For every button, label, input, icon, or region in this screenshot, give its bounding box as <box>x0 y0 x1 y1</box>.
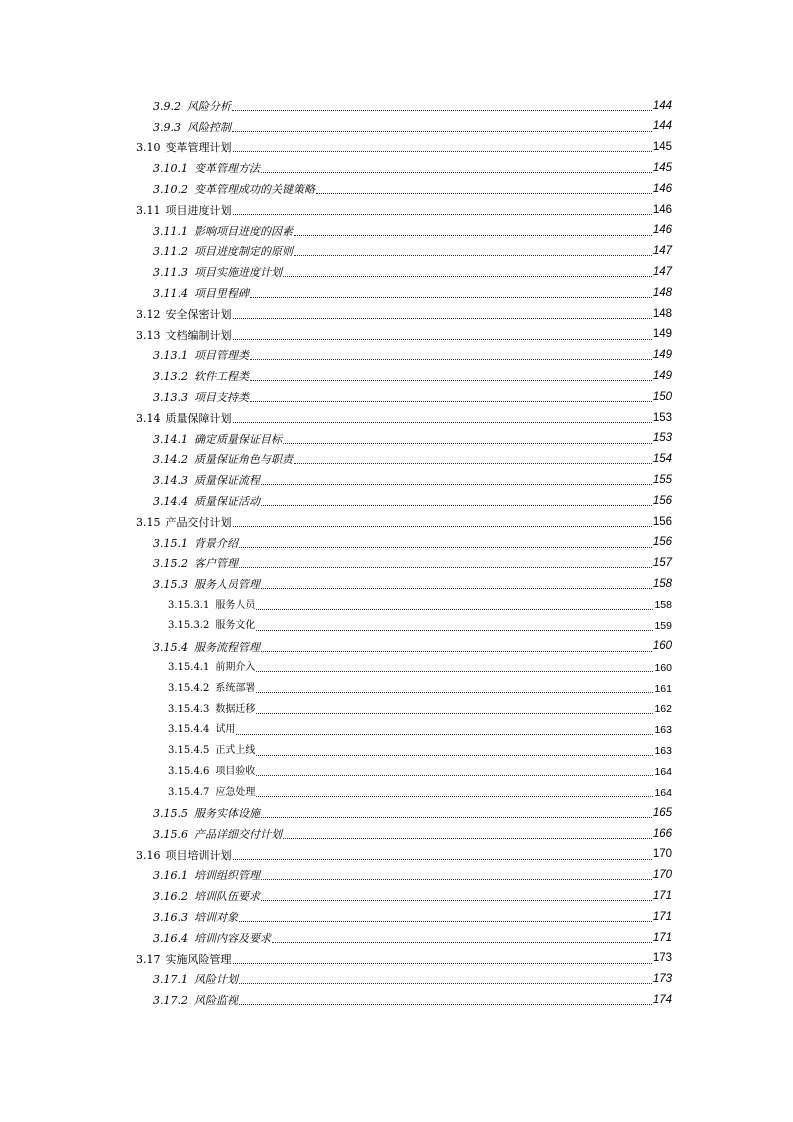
toc-entry-number: 3.13 <box>136 328 161 342</box>
toc-entry-number: 3.10.1 <box>153 162 188 176</box>
toc-entry-title: 背景介绍 <box>194 536 238 550</box>
toc-entry[interactable] <box>136 512 672 533</box>
toc-entry[interactable] <box>168 741 672 762</box>
toc-entry-number: 3.15.3.2 <box>168 620 210 632</box>
toc-entry-number: 3.15.4.7 <box>168 786 210 798</box>
toc-entry-page-number: 146 <box>652 203 672 216</box>
toc-entry[interactable] <box>136 138 672 159</box>
toc-entry-number: 3.15.4.5 <box>168 745 210 757</box>
toc-entry-title: 质量保障计划 <box>165 411 232 425</box>
toc-entry[interactable] <box>153 866 672 887</box>
toc-entry-title: 培训组织管理 <box>194 869 260 883</box>
toc-entry-number: 3.11.4 <box>153 287 188 301</box>
dot-leader <box>233 859 652 860</box>
toc-entry-page-number: 164 <box>654 786 672 799</box>
dot-leader <box>294 463 652 464</box>
toc-entry-number: 3.15.4.1 <box>168 661 210 673</box>
toc-entry-page-number: 166 <box>652 827 672 840</box>
toc-entry-number: 3.13.1 <box>153 349 188 363</box>
toc-entry-page-number: 147 <box>652 245 672 258</box>
toc-entry-number: 3.11 <box>136 203 161 217</box>
dot-leader <box>233 339 652 340</box>
toc-entry-title: 培训队伍要求 <box>194 890 260 904</box>
toc-entry-page-number: 164 <box>654 765 672 778</box>
toc-entry-page-number: 170 <box>652 869 672 882</box>
toc-entry[interactable] <box>153 262 672 283</box>
dot-leader <box>233 214 652 215</box>
toc-entry-title: 服务实体设施 <box>194 807 260 821</box>
toc-entry-page-number: 148 <box>652 307 672 320</box>
toc-entry[interactable] <box>153 96 672 117</box>
dot-leader <box>256 796 653 797</box>
toc-entry-number: 3.17.2 <box>153 994 188 1008</box>
toc-entry[interactable] <box>153 554 672 575</box>
dot-leader <box>261 505 652 506</box>
toc-entry-title: 项目培训计划 <box>165 848 232 862</box>
toc-entry-number: 3.14 <box>136 411 161 425</box>
toc-entry-page-number: 146 <box>652 224 672 237</box>
toc-entry[interactable] <box>153 429 672 450</box>
dot-leader <box>261 172 652 173</box>
toc-entry-number: 3.9.3 <box>153 120 181 134</box>
toc-entry[interactable] <box>168 595 672 616</box>
toc-entry-number: 3.15.3.1 <box>168 599 210 611</box>
toc-entry[interactable] <box>153 637 672 658</box>
toc-entry[interactable] <box>153 158 672 179</box>
toc-entry-title: 变革管理成功的关键策略 <box>194 183 315 197</box>
toc-entry-title: 试用 <box>215 724 236 736</box>
toc-entry-number: 3.16.4 <box>153 931 188 945</box>
toc-entry-title: 文档编制计划 <box>165 328 232 342</box>
toc-entry-title: 正式上线 <box>215 745 256 757</box>
toc-entry-title: 变革管理方法 <box>194 162 260 176</box>
toc-entry-page-number: 160 <box>652 640 672 653</box>
toc-entry[interactable] <box>153 491 672 512</box>
toc-entry-page-number: 148 <box>652 286 672 299</box>
toc-entry-page-number: 154 <box>652 453 672 466</box>
dot-leader <box>233 963 652 964</box>
toc-entry-page-number: 173 <box>652 952 672 965</box>
toc-entry-number: 3.10 <box>136 141 161 155</box>
dot-leader <box>256 609 653 610</box>
dot-leader <box>261 588 652 589</box>
toc-entry-number: 3.14.3 <box>153 474 188 488</box>
dot-leader <box>316 193 652 194</box>
toc-entry-number: 3.13.3 <box>153 391 188 405</box>
toc-entry-page-number: 163 <box>654 744 672 757</box>
toc-entry-title: 项目实施进度计划 <box>194 266 282 280</box>
toc-entry-number: 3.14.4 <box>153 495 188 509</box>
dot-leader <box>233 526 652 527</box>
toc-entry-page-number: 156 <box>652 536 672 549</box>
toc-entry-title: 风险控制 <box>187 120 231 134</box>
dot-leader <box>239 567 652 568</box>
toc-entry-title: 服务人员管理 <box>194 578 260 592</box>
toc-entry-title: 质量保证角色与职责 <box>194 453 293 467</box>
toc-entry[interactable] <box>153 824 672 845</box>
toc-entry[interactable] <box>136 325 672 346</box>
toc-entry-title: 服务文化 <box>215 620 256 632</box>
toc-entry-page-number: 173 <box>652 973 672 986</box>
toc-entry[interactable] <box>153 366 672 387</box>
toc-entry[interactable] <box>136 408 672 429</box>
toc-entry[interactable] <box>153 450 672 471</box>
toc-entry-page-number: 144 <box>652 99 672 112</box>
toc-entry-number: 3.15.4.6 <box>168 765 210 777</box>
dot-leader <box>239 1004 652 1005</box>
dot-leader <box>233 318 652 319</box>
toc-entry-page-number: 144 <box>652 120 672 133</box>
toc-entry-title: 风险计划 <box>194 973 238 987</box>
toc-entry[interactable] <box>168 782 672 803</box>
toc-entry-title: 影响项目进度的因素 <box>194 224 293 238</box>
dot-leader <box>294 235 652 236</box>
toc-entry[interactable] <box>168 720 672 741</box>
toc-entry-title: 质量保证活动 <box>194 495 260 509</box>
toc-entry[interactable] <box>168 658 672 679</box>
toc-entry[interactable] <box>168 616 672 637</box>
toc-entry-page-number: 147 <box>652 266 672 279</box>
dot-leader <box>239 921 652 922</box>
toc-entry-page-number: 161 <box>654 682 672 695</box>
toc-entry-number: 3.16.2 <box>153 890 188 904</box>
toc-entry-number: 3.15 <box>136 515 161 529</box>
toc-entry-title: 项目进度制定的原则 <box>194 245 293 259</box>
toc-entry-page-number: 160 <box>654 661 672 674</box>
toc-entry-page-number: 150 <box>652 390 672 403</box>
toc-entry[interactable] <box>153 970 672 991</box>
dot-leader <box>239 547 652 548</box>
dot-leader <box>294 255 652 256</box>
toc-entry-title: 项目验收 <box>215 765 256 777</box>
toc-entry[interactable] <box>153 886 672 907</box>
toc-entry-title: 风险监视 <box>194 994 238 1008</box>
dot-leader <box>272 942 652 943</box>
toc-entry-number: 3.16 <box>136 848 161 862</box>
toc-entry-number: 3.11.1 <box>153 224 188 238</box>
toc-entry-page-number: 157 <box>652 557 672 570</box>
toc-entry-number: 3.17 <box>136 952 161 966</box>
dot-leader <box>250 401 652 402</box>
toc-entry-number: 3.16.3 <box>153 911 188 925</box>
toc-entry-page-number: 146 <box>652 182 672 195</box>
toc-entry-number: 3.15.5 <box>153 807 188 821</box>
toc-entry[interactable] <box>153 387 672 408</box>
toc-entry[interactable] <box>153 990 672 1011</box>
dot-leader <box>261 879 652 880</box>
toc-entry[interactable] <box>153 470 672 491</box>
toc-entry-page-number: 153 <box>652 411 672 424</box>
toc-entry[interactable] <box>168 699 672 720</box>
dot-leader <box>261 484 652 485</box>
dot-leader <box>250 359 652 360</box>
dot-leader <box>256 755 653 756</box>
toc-entry-title: 质量保证流程 <box>194 474 260 488</box>
toc-entry-number: 3.10.2 <box>153 183 188 197</box>
toc-entry-page-number: 171 <box>652 890 672 903</box>
toc-entry-title: 服务流程管理 <box>194 640 260 654</box>
toc-entry-number: 3.9.2 <box>153 99 181 113</box>
toc-entry-page-number: 171 <box>652 931 672 944</box>
dot-leader <box>256 692 653 693</box>
toc-entry[interactable] <box>136 304 672 325</box>
toc-entry-number: 3.13.2 <box>153 370 188 384</box>
dot-leader <box>232 110 652 111</box>
toc-entry-number: 3.15.4 <box>153 640 188 654</box>
dot-leader <box>283 276 652 277</box>
toc-entry-page-number: 163 <box>654 724 672 737</box>
dot-leader <box>256 713 653 714</box>
dot-leader <box>236 734 653 735</box>
dot-leader <box>283 838 652 839</box>
toc-entry-number: 3.14.1 <box>153 432 188 446</box>
toc-entry[interactable] <box>153 242 672 263</box>
toc-entry[interactable] <box>136 845 672 866</box>
toc-entry-title: 应急处理 <box>215 786 256 798</box>
toc-entry[interactable] <box>153 803 672 824</box>
dot-leader <box>233 422 652 423</box>
toc-entry-page-number: 162 <box>654 703 672 716</box>
toc-entry-page-number: 165 <box>652 806 672 819</box>
dot-leader <box>239 983 652 984</box>
toc-entry-page-number: 149 <box>652 349 672 362</box>
dot-leader <box>261 651 652 652</box>
toc-entry-number: 3.15.1 <box>153 536 188 550</box>
toc-entry-title: 项目里程碑 <box>194 287 249 301</box>
toc-entry[interactable] <box>136 200 672 221</box>
toc-entry-page-number: 158 <box>652 578 672 591</box>
toc-entry-title: 安全保密计划 <box>165 307 232 321</box>
dot-leader <box>261 900 652 901</box>
toc-entry-page-number: 170 <box>652 848 672 861</box>
toc-entry-number: 3.15.4.2 <box>168 682 210 694</box>
toc-entry-number: 3.14.2 <box>153 453 188 467</box>
toc-entry[interactable] <box>153 117 672 138</box>
toc-entry[interactable] <box>153 533 672 554</box>
toc-entry-number: 3.15.6 <box>153 827 188 841</box>
toc-entry-number: 3.17.1 <box>153 973 188 987</box>
toc-entry-title: 系统部署 <box>215 682 256 694</box>
toc-entry[interactable] <box>168 762 672 783</box>
toc-entry[interactable] <box>153 221 672 242</box>
toc-entry[interactable] <box>153 928 672 949</box>
toc-entry-title: 实施风险管理 <box>165 952 232 966</box>
toc-entry-page-number: 153 <box>652 432 672 445</box>
toc-entry-title: 数据迁移 <box>215 703 256 715</box>
toc-entry-title: 软件工程类 <box>194 370 249 384</box>
toc-entry-title: 前期介入 <box>215 661 256 673</box>
toc-entry[interactable] <box>153 574 672 595</box>
dot-leader <box>250 297 652 298</box>
toc-entry-page-number: 145 <box>652 141 672 154</box>
toc-entry-number: 3.16.1 <box>153 869 188 883</box>
toc-entry[interactable] <box>153 907 672 928</box>
toc-entry-title: 培训内容及要求 <box>194 931 271 945</box>
toc-entry[interactable] <box>136 949 672 970</box>
toc-entry-page-number: 155 <box>652 474 672 487</box>
dot-leader <box>283 443 652 444</box>
toc-entry[interactable] <box>153 179 672 200</box>
dot-leader <box>250 380 652 381</box>
dot-leader <box>233 151 652 152</box>
dot-leader <box>256 671 653 672</box>
toc-entry-page-number: 156 <box>652 494 672 507</box>
toc-entry-title: 确定质量保证目标 <box>194 432 282 446</box>
toc-entry[interactable] <box>153 346 672 367</box>
toc-entry-page-number: 171 <box>652 910 672 923</box>
toc-entry-title: 变革管理计划 <box>165 141 232 155</box>
toc-entry-title: 风险分析 <box>187 99 231 113</box>
toc-entry-number: 3.15.4.4 <box>168 724 210 736</box>
toc-entry-number: 3.15.3 <box>153 578 188 592</box>
toc-entry-page-number: 158 <box>654 599 672 612</box>
toc-entry-title: 项目管理类 <box>194 349 249 363</box>
toc-entry-title: 培训对象 <box>194 911 238 925</box>
toc-entry[interactable] <box>153 283 672 304</box>
toc-entry-title: 服务人员 <box>215 599 256 611</box>
toc-entry-page-number: 174 <box>652 994 672 1007</box>
toc-entry-page-number: 149 <box>652 370 672 383</box>
toc-entry-page-number: 145 <box>652 162 672 175</box>
toc-entry-number: 3.11.2 <box>153 245 188 259</box>
toc-entry-number: 3.12 <box>136 307 161 321</box>
toc-entry-title: 项目进度计划 <box>165 203 232 217</box>
toc-entry-number: 3.15.2 <box>153 557 188 571</box>
toc-entry-page-number: 156 <box>652 515 672 528</box>
toc-entry[interactable] <box>168 678 672 699</box>
dot-leader <box>256 775 653 776</box>
toc-entry-page-number: 159 <box>654 620 672 633</box>
toc-entry-number: 3.15.4.3 <box>168 703 210 715</box>
toc-entry-title: 客户管理 <box>194 557 238 571</box>
dot-leader <box>261 817 652 818</box>
toc-entry-title: 产品交付计划 <box>165 515 232 529</box>
toc-entry-page-number: 149 <box>652 328 672 341</box>
toc-entry-number: 3.11.3 <box>153 266 188 280</box>
toc-entry-title: 产品详细交付计划 <box>194 827 282 841</box>
dot-leader <box>232 131 652 132</box>
toc-entry-title: 项目支持类 <box>194 391 249 405</box>
dot-leader <box>256 630 653 631</box>
